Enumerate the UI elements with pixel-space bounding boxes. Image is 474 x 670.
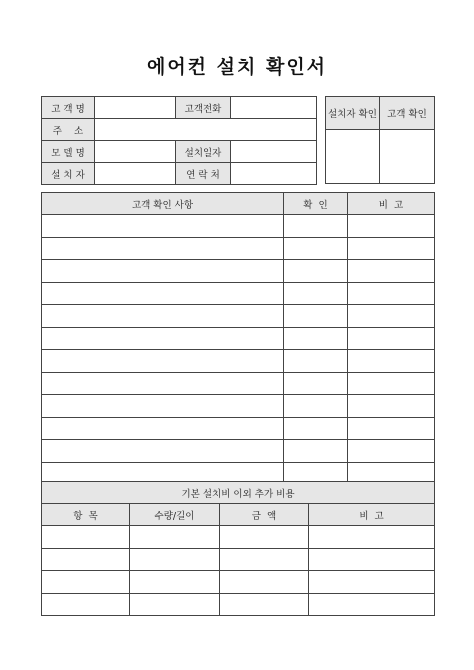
table-row (42, 350, 435, 373)
column-header: 수량/길이 (130, 504, 220, 526)
table-cell[interactable] (284, 282, 348, 305)
table-cell[interactable] (284, 395, 348, 418)
table-cell[interactable] (284, 237, 348, 260)
column-header: 금 액 (220, 504, 309, 526)
table-cell[interactable] (284, 350, 348, 373)
table-cell[interactable] (348, 395, 435, 418)
table-cell[interactable] (42, 417, 284, 440)
table-row (42, 372, 435, 395)
table-row (42, 327, 435, 350)
table-row (42, 571, 435, 594)
table-cell[interactable] (220, 526, 309, 549)
installer-label: 설 치 자 (42, 163, 95, 185)
table-cell[interactable] (348, 305, 435, 328)
table-cell[interactable] (284, 417, 348, 440)
table-cell[interactable] (220, 593, 309, 616)
customer-name-field[interactable] (95, 97, 176, 119)
table-cell[interactable] (309, 526, 435, 549)
table-cell[interactable] (42, 526, 130, 549)
table-row (42, 305, 435, 328)
model-label: 모 델 명 (42, 141, 95, 163)
table-cell[interactable] (42, 593, 130, 616)
customer-info-table (41, 96, 317, 185)
table-cell[interactable] (42, 440, 284, 463)
customer-phone-field[interactable] (231, 97, 317, 119)
table-cell[interactable] (348, 215, 435, 238)
table-cell[interactable] (309, 548, 435, 571)
customer-phone-label: 고객전화 (176, 97, 231, 119)
contact-field[interactable] (231, 163, 317, 185)
table-cell[interactable] (42, 237, 284, 260)
address-label: 주 소 (42, 119, 95, 141)
table-cell[interactable] (284, 305, 348, 328)
address-field[interactable] (95, 119, 317, 141)
table-cell[interactable] (348, 260, 435, 283)
table-cell[interactable] (284, 260, 348, 283)
table-cell[interactable] (348, 282, 435, 305)
customer-signature-box[interactable] (380, 130, 435, 184)
table-cell[interactable] (42, 350, 284, 373)
install-date-field[interactable] (231, 141, 317, 163)
table-cell[interactable] (42, 260, 284, 283)
column-header: 항 목 (42, 504, 130, 526)
customer-name-label: 고 객 명 (42, 97, 95, 119)
table-cell[interactable] (42, 548, 130, 571)
table-row (42, 548, 435, 571)
table-cell[interactable] (348, 327, 435, 350)
signature-table (325, 96, 435, 184)
model-field[interactable] (95, 141, 176, 163)
table-cell[interactable] (284, 372, 348, 395)
contact-label: 연 락 처 (176, 163, 231, 185)
table-cell[interactable] (42, 372, 284, 395)
table-cell[interactable] (130, 548, 220, 571)
install-date-label: 설치일자 (176, 141, 231, 163)
table-row (42, 440, 435, 463)
checklist-table (41, 192, 435, 485)
table-row (42, 237, 435, 260)
table-cell[interactable] (348, 372, 435, 395)
column-header: 고객 확인 사항 (42, 193, 284, 215)
table-row (42, 593, 435, 616)
column-header: 비 고 (348, 193, 435, 215)
table-cell[interactable] (42, 215, 284, 238)
column-header: 확 인 (284, 193, 348, 215)
table-cell[interactable] (348, 440, 435, 463)
table-cell[interactable] (130, 593, 220, 616)
table-cell[interactable] (309, 593, 435, 616)
table-cell[interactable] (42, 395, 284, 418)
installer-confirm-label: 설치자 확인 (326, 97, 380, 130)
table-cell[interactable] (220, 548, 309, 571)
table-cell[interactable] (284, 215, 348, 238)
table-row (42, 282, 435, 305)
table-cell[interactable] (284, 440, 348, 463)
table-cell[interactable] (284, 327, 348, 350)
table-row (42, 417, 435, 440)
table-cell[interactable] (130, 571, 220, 594)
additional-costs-table (41, 481, 435, 616)
table-row (42, 395, 435, 418)
document-title: 에어컨 설치 확인서 (146, 56, 328, 78)
installer-field[interactable] (95, 163, 176, 185)
table-cell[interactable] (42, 305, 284, 328)
table-cell[interactable] (348, 417, 435, 440)
table-cell[interactable] (130, 526, 220, 549)
section-title: 기본 설치비 이외 추가 비용 (42, 482, 435, 504)
table-row (42, 526, 435, 549)
table-cell[interactable] (42, 571, 130, 594)
table-cell[interactable] (220, 571, 309, 594)
table-cell[interactable] (309, 571, 435, 594)
customer-confirm-label: 고객 확인 (380, 97, 435, 130)
column-header: 비 고 (309, 504, 435, 526)
table-row (42, 260, 435, 283)
installer-signature-box[interactable] (326, 130, 380, 184)
table-cell[interactable] (348, 237, 435, 260)
table-cell[interactable] (348, 350, 435, 373)
table-cell[interactable] (42, 282, 284, 305)
table-row (42, 215, 435, 238)
table-cell[interactable] (42, 327, 284, 350)
